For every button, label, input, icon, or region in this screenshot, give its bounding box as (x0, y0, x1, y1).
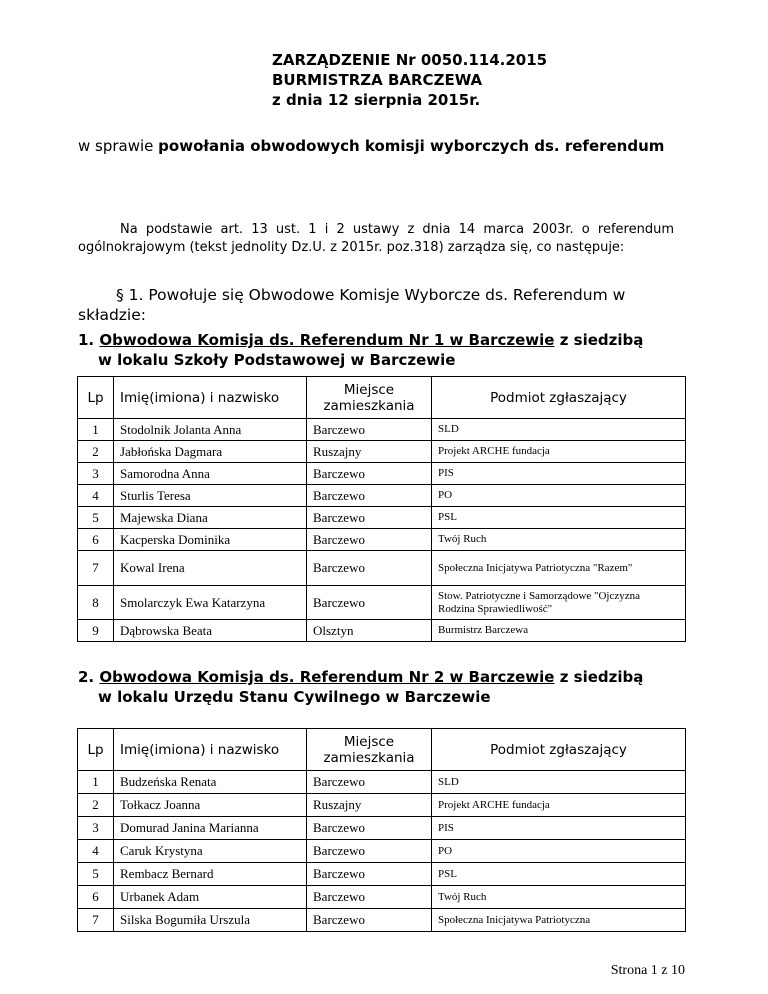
header-residence: Miejsce zamieszkania (307, 729, 432, 771)
section-2-table (77, 728, 686, 932)
table-header-row (78, 729, 686, 771)
header-residence: Miejsce zamieszkania (307, 377, 432, 419)
header-name: Imię(imiona) i nazwisko (114, 377, 307, 419)
table-row: 1 Stodolnik Jolanta Anna Barczewo SLD (78, 419, 686, 441)
table-row: 2 Jabłońska Dagmara Ruszajny Projekt ARCHE fundacja (78, 441, 686, 463)
section-2-rest: z siedzibą (554, 668, 644, 686)
table-row: 3 Domurad Janina Marianna Barczewo PIS (78, 817, 686, 840)
table-row: 5 Majewska Diana Barczewo PSL (78, 507, 686, 529)
document-title (272, 50, 547, 110)
table-row: 6 Urbanek Adam Barczewo Twój Ruch (78, 886, 686, 909)
section-2-location: w lokalu Urzędu Stanu Cywilnego w Barczewie (98, 688, 491, 706)
table-row: 7 Silska Bogumiła Urszula Barczewo Społeczna Inicjatywa Patriotyczna (78, 909, 686, 932)
table-header-row (78, 377, 686, 419)
page-number: Strona 1 z 10 (610, 963, 685, 978)
title-line-1: ZARZĄDZENIE Nr 0050.114.2015 (272, 51, 548, 69)
section-1-heading (78, 330, 698, 370)
title-line-3: z dnia 12 sierpnia 2015r. (272, 91, 481, 109)
table-row: 1 Budzeńska Renata Barczewo SLD (78, 771, 686, 794)
subject-bold: powołania obwodowych komisji wyborczych ds. referendum (158, 137, 665, 155)
table-row: 9 Dąbrowska Beata Olsztyn Burmistrz Barczewa (78, 620, 686, 642)
title-line-2: BURMISTRZA BARCZEWA (272, 71, 483, 89)
table-row: 5 Rembacz Bernard Barczewo PSL (78, 863, 686, 886)
table-row: 8 Smolarczyk Ewa Katarzyna Barczewo Stow. Patriotyczne i Samorządowe "Ojczyzna Rodzina Sprawiedliwość" (78, 586, 686, 620)
section-1-location: w lokalu Szkoły Podstawowej w Barczewie (98, 351, 456, 369)
section-2-number: 2. (78, 668, 95, 686)
subject-prefix: w sprawie (78, 137, 159, 155)
subject (78, 136, 698, 156)
table-row: 7 Kowal Irena Barczewo Społeczna Inicjatywa Patriotyczna "Razem" (78, 551, 686, 586)
header-lp: Lp (78, 377, 114, 419)
legal-basis-text: Na podstawie art. 13 ust. 1 i 2 ustawy z dnia 14 marca 2003r. o referendum ogólnokrajowym (tekst jednolity Dz.U. z 2015r. poz.318) zarządza się, co następuje: (78, 222, 674, 255)
header-name: Imię(imiona) i nazwisko (114, 729, 307, 771)
section-1-link[interactable]: Obwodowa Komisja ds. Referendum Nr 1 w Barczewie (99, 331, 555, 349)
section-2-heading (78, 667, 698, 707)
table-row: 4 Caruk Krystyna Barczewo PO (78, 840, 686, 863)
table-row: 4 Sturlis Teresa Barczewo PO (78, 485, 686, 507)
header-lp: Lp (78, 729, 114, 771)
header-org: Podmiot zgłaszający (432, 729, 686, 771)
table-row: 2 Tołkacz Joanna Ruszajny Projekt ARCHE fundacja (78, 794, 686, 817)
header-org: Podmiot zgłaszający (432, 377, 686, 419)
section-1-table (77, 376, 686, 642)
table-row: 6 Kacperska Dominika Barczewo Twój Ruch (78, 529, 686, 551)
paragraph-1 (78, 285, 688, 325)
table-row: 3 Samorodna Anna Barczewo PIS (78, 463, 686, 485)
legal-basis (78, 221, 674, 257)
section-1-number: 1. (78, 331, 95, 349)
paragraph-1-text: § 1. Powołuje się Obwodowe Komisje Wyborcze ds. Referendum w składzie: (78, 286, 626, 324)
section-2-link[interactable]: Obwodowa Komisja ds. Referendum Nr 2 w Barczewie (99, 668, 555, 686)
section-1-rest: z siedzibą (554, 331, 644, 349)
